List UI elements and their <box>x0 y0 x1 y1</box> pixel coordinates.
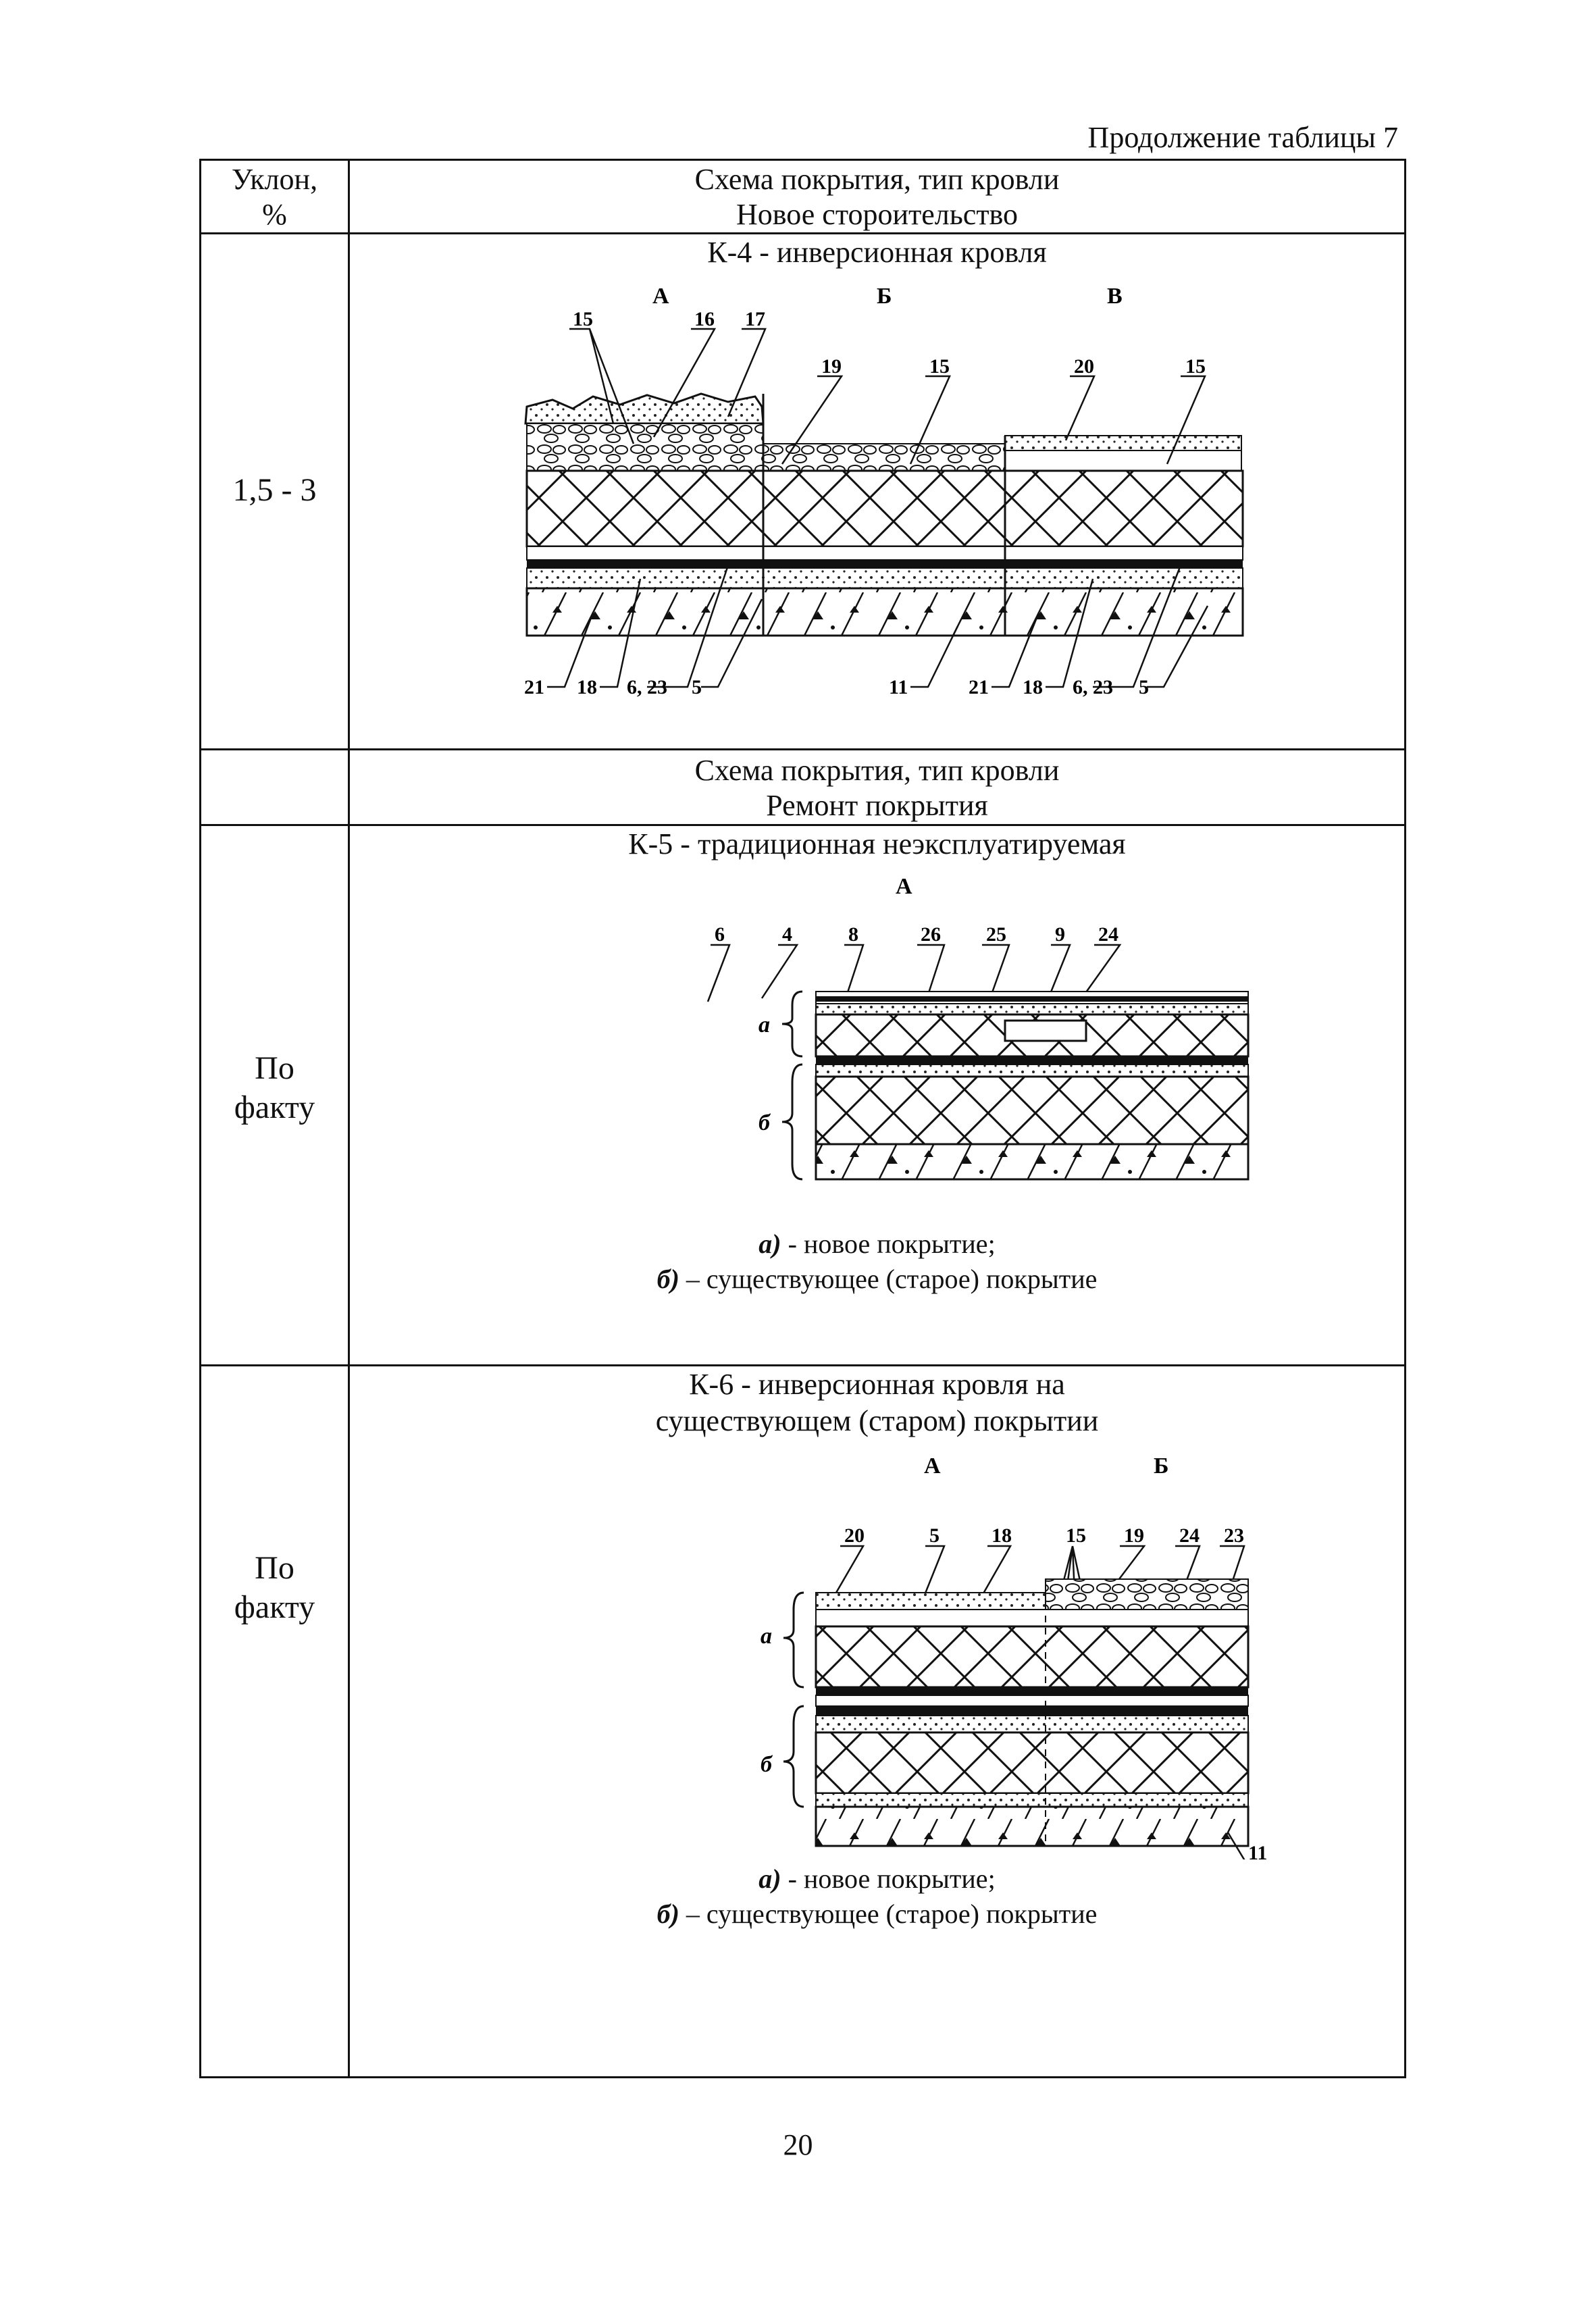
header-scheme-title: Схема покрытия, тип кровли <box>694 163 1060 196</box>
k6-top-callouts <box>844 1524 1244 1547</box>
k6-title-line2: существующем (старом) покрытии <box>655 1404 1099 1437</box>
k6-slope-line1: По <box>255 1550 294 1586</box>
roof-schemes-table <box>199 159 1406 2078</box>
k5-legend <box>350 1227 1404 1297</box>
k4-bottom-label-623a: 6, 23 <box>627 676 667 698</box>
k5-brace-b-label: б <box>758 1110 770 1135</box>
k4-layers <box>525 394 1243 636</box>
k6-label-20: 20 <box>844 1524 865 1547</box>
k4-section-c: В <box>1107 284 1123 309</box>
k5-label-8: 8 <box>848 923 858 946</box>
k6-brace-a-label: а <box>761 1624 772 1649</box>
k6-label-19: 19 <box>1124 1524 1144 1547</box>
k5-roof-section-diagram <box>350 853 1404 1258</box>
k4-top-label-17: 17 <box>745 308 765 330</box>
k5-scheme-cell <box>349 825 1406 1366</box>
k4-scheme-cell <box>349 234 1406 750</box>
k6-bottom-label-11: 11 <box>1248 1842 1268 1859</box>
k6-label-24: 24 <box>1179 1524 1200 1547</box>
k6-roof-section-diagram <box>350 1441 1404 1859</box>
k5-brace-a-label: а <box>758 1012 770 1037</box>
k6-note-b-text: – существующее (старое) покрытие <box>679 1899 1098 1929</box>
k5-label-25: 25 <box>986 923 1006 946</box>
header2-slope-cell <box>201 750 349 825</box>
k6-title-line1: К-6 - инверсионная кровля на <box>689 1368 1065 1401</box>
k4-top-label-19: 19 <box>821 355 842 378</box>
k5-top-callouts <box>715 923 1118 946</box>
k6-layers <box>816 1579 1248 1846</box>
k5-label-4: 4 <box>782 923 792 946</box>
header2-scheme-cell <box>349 750 1406 825</box>
header-scheme-subtitle: Новое стороительство <box>736 198 1019 231</box>
header-slope-cell <box>201 160 349 234</box>
k6-label-15: 15 <box>1066 1524 1086 1547</box>
header-slope-label: Уклон, <box>231 163 318 196</box>
k6-braces <box>783 1593 804 1807</box>
k5-layers <box>816 992 1248 1179</box>
k4-bottom-label-21b: 21 <box>969 676 989 698</box>
k6-note-b-key: б) <box>657 1899 679 1929</box>
k4-bottom-label-5a: 5 <box>692 676 702 698</box>
header-scheme-cell <box>349 160 1406 234</box>
k5-label-9: 9 <box>1055 923 1065 946</box>
k4-top-label-15b: 15 <box>929 355 950 378</box>
k4-bottom-label-623b: 6, 23 <box>1073 676 1113 698</box>
k6-label-18: 18 <box>992 1524 1012 1547</box>
k6-section-a: А <box>924 1454 941 1479</box>
k4-slope-cell <box>201 234 349 750</box>
header-slope-unit: % <box>262 198 287 231</box>
k4-top-label-15c: 15 <box>1185 355 1206 378</box>
k4-bottom-label-18b: 18 <box>1023 676 1043 698</box>
k4-top-label-15a: 15 <box>573 308 593 330</box>
k5-note-b-key: б) <box>657 1264 679 1294</box>
k6-section-b: Б <box>1154 1454 1169 1479</box>
k6-slope-cell <box>201 1366 349 2078</box>
header2-subtitle: Ремонт покрытия <box>766 789 988 822</box>
k4-section-letters <box>652 284 1123 309</box>
k4-top-callouts <box>573 308 1206 378</box>
k6-scheme-cell <box>349 1366 1406 2078</box>
k5-label-26: 26 <box>921 923 941 946</box>
k5-section-a: А <box>896 874 912 899</box>
k5-braces <box>782 992 802 1179</box>
k4-slope-value: 1,5 - 3 <box>232 472 317 508</box>
k6-note-a-text: - новое покрытие; <box>781 1863 996 1894</box>
k6-legend <box>350 1861 1404 1932</box>
page-number: 20 <box>783 2128 813 2161</box>
k6-slope-line2: факту <box>234 1589 315 1625</box>
k5-slope-line2: факту <box>234 1089 315 1125</box>
k4-top-label-16: 16 <box>694 308 715 330</box>
k5-label-6: 6 <box>715 923 725 946</box>
table-caption: Продолжение таблицы 7 <box>1087 121 1398 154</box>
k4-bottom-label-18a: 18 <box>577 676 597 698</box>
k4-section-b: Б <box>877 284 892 309</box>
k5-note-a-key: а) <box>758 1229 781 1259</box>
k5-note-b-text: – существующее (старое) покрытие <box>679 1264 1098 1294</box>
k4-section-a: А <box>652 284 669 309</box>
k4-bottom-label-5b: 5 <box>1139 676 1149 698</box>
k4-roof-section-diagram <box>350 261 1404 734</box>
k5-label-24: 24 <box>1098 923 1118 946</box>
k5-title: К-5 - традиционная неэксплуатируемая <box>628 827 1126 860</box>
k6-label-5: 5 <box>929 1524 939 1547</box>
k6-note-a-key: а) <box>758 1863 781 1894</box>
k6-label-23: 23 <box>1224 1524 1244 1547</box>
k4-title: К-4 - инверсионная кровля <box>707 236 1047 269</box>
k6-brace-b-label: б <box>761 1752 772 1777</box>
k5-note-a-text: - новое покрытие; <box>781 1229 996 1259</box>
k5-slope-line1: По <box>255 1050 294 1086</box>
k5-slope-cell <box>201 825 349 1366</box>
header2-title: Схема покрытия, тип кровли <box>694 754 1060 787</box>
k4-bottom-label-11: 11 <box>889 676 908 698</box>
k4-bottom-label-21a: 21 <box>524 676 544 698</box>
k4-top-label-20: 20 <box>1074 355 1094 378</box>
